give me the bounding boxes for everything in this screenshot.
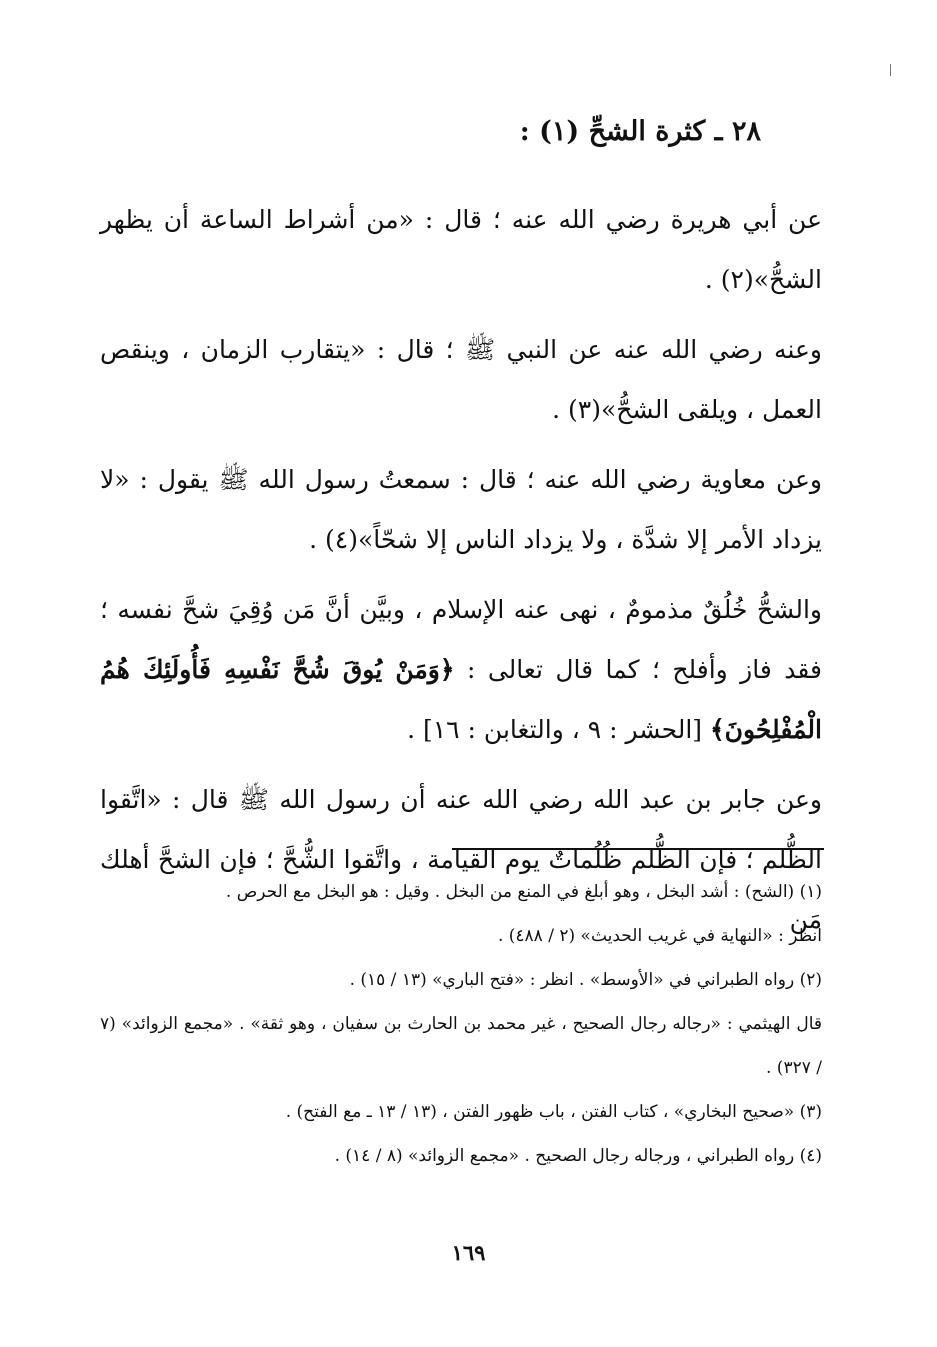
- footnote-2: (٢) رواه الطبراني في «الأوسط» . انظر : «فتح الباري» (١٣ / ١٥) .: [349, 970, 822, 990]
- footnote-2-note: قال الهيثمي : «رجاله رجال الصحيح ، غير محمد بن الحارث بن سفيان ، وهو ثقة» . «مجمع الزوائد» (٧ / ٣٢٧) .: [100, 1014, 822, 1078]
- quran-ayah: ﴿وَمَنْ يُوقَ شُحَّ نَفْسِهِ فَأُولَئِكَ هُمُ الْمُفْلِحُونَ﴾: [100, 655, 822, 744]
- paragraph-text-before-ayah: والشحُّ خُلُقٌ مذمومٌ ، نهى عنه الإسلام ، وبيَّن أنَّ مَن وُقِيَ شحَّ نفسه ؛ فقد فاز وأفلح ؛ كما قال تعالى :: [100, 595, 822, 684]
- footnote-1-source: انظر : «النهاية في غريب الحديث» (٢ / ٤٨٨) .: [497, 926, 822, 946]
- footnote-separator: [452, 848, 824, 850]
- main-text: [100, 190, 822, 960]
- paragraph-shuhh-explanation: [100, 580, 822, 760]
- paragraph-nabi-hadith: وعنه رضي الله عنه عن النبي ﷺ ؛ قال : «يتقارب الزمان ، وينقص العمل ، ويلقى الشحُّ»(٣) .: [100, 335, 822, 424]
- margin-mark: [890, 64, 891, 76]
- footnotes: [100, 870, 822, 1178]
- paragraph-muawiya: وعن معاوية رضي الله عنه ؛ قال : سمعتُ رسول الله ﷺ يقول : «لا يزداد الأمر إلا شدَّة ، ولا يزداد الناس إلا شحّاً»(٤) .: [100, 465, 822, 554]
- section-heading: ٢٨ ـ كثرة الشحِّ (١) :: [519, 116, 761, 147]
- footnote-4: (٤) رواه الطبراني ، ورجاله رجال الصحيح . «مجمع الزوائد» (٨ / ١٤) .: [334, 1146, 822, 1166]
- ayah-reference: [الحشر : ٩ ، والتغابن : ١٦] .: [407, 715, 703, 744]
- page-number: ١٦٩: [451, 1240, 486, 1265]
- paragraph-abu-hurayra: عن أبي هريرة رضي الله عنه ؛ قال : «من أشراط الساعة أن يظهر الشحُّ»(٢) .: [100, 205, 822, 294]
- footnote-1: (١) (الشح) : أشد البخل ، وهو أبلغ في المنع من البخل . وقيل : هو البخل مع الحرص .: [225, 882, 822, 902]
- footnote-3: (٣) «صحيح البخاري» ، كتاب الفتن ، باب ظهور الفتن ، (١٣ / ١٣ ـ مع الفتح) .: [285, 1102, 822, 1122]
- paragraph-jabir: وعن جابر بن عبد الله رضي الله عنه أن رسول الله ﷺ قال : «اتَّقوا الظُّلم ؛ فإن الظُّلم ظُلُماتٌ يوم القيامة ، واتَّقوا الشُّحَّ ؛ فإن الشحَّ أهلك مَن: [100, 785, 822, 934]
